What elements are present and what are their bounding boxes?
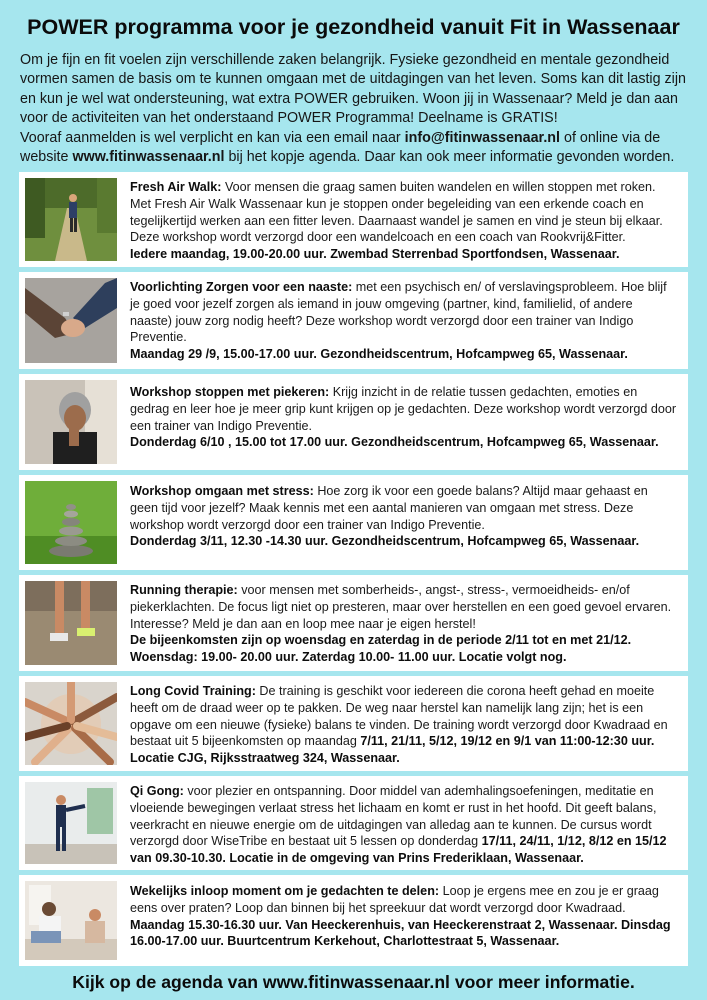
workshop-schedule: 7/11, 21/11, 5/12, 19/12 en 9/1 van 11:00-12:30 uur. Locatie CJG, Rijksstraatweg 324, Wassenaar. [130,734,655,766]
workshop-title: Qi Gong: [130,784,184,798]
stacked-stones-photo [25,481,117,564]
workshop-title: Long Covid Training: [130,684,256,698]
workshop-description: Long Covid Training: De training is geschikt voor iedereen die corona heeft gehad en moeite heeft om de draad weer op te pakken. De weg naar herstel kan namelijk lang zijn; het is een opgave om een nieuwe (fysieke) balans te vinden. De training wordt verzorgd door Kwadraad en bestaat uit 5 bijeenkomsten op maandag 7/11, 21/11, 5/12, 19/12 en 9/1 van 11:00-12:30 uur. Locatie CJG, Rijksstraatweg 324, Wassenaar. [130,684,668,766]
workshop-schedule: De bijeenkomsten zijn op woensdag en zaterdag in de periode 2/11 tot en met 21/12. Woensdag: 19.00- 20.00 uur. Zaterdag 10.00- 11.00 uur. Locatie volgt nog. [130,633,632,665]
footer-cta: Kijk op de agenda van www.fitinwassenaar.nl voor meer informatie. [72,972,635,992]
workshop-description: Voorlichting Zorgen voor een naaste: met een psychisch en/ of verslavingsprobleem. Hoe blijf je goed voor jezelf zorgen als iemand in jouw omgeving (partner, kind, familielid, of andere naaste) jouw zorg nodig heeft? Deze workshop wordt verzorgd door een trainer van Indigo Preventie. Maandag 29 /9, 15.00-17.00 uur. Gezondheidscentrum, Hofcampweg 65, Wassenaar. [130,280,667,362]
workshop-card-inloop [19,875,688,966]
workshop-title: Voorlichting Zorgen voor een naaste: [130,280,353,294]
workshop-schedule: Maandag 29 /9, 15.00-17.00 uur. Gezondheidscentrum, Hofcampweg 65, Wassenaar. [130,347,628,362]
thinking-woman-photo [25,380,117,464]
holding-hands-photo [25,278,117,363]
workshop-card-fresh-air-walk [19,172,688,267]
workshop-title: Running therapie: [130,583,238,597]
workshop-card-long-covid [19,676,688,771]
workshop-card-stress [19,475,688,570]
running-legs-photo [25,581,117,665]
workshop-description: Qi Gong: voor plezier en ontspanning. Door middel van ademhalingsoefeningen, meditatie en vloeiende bewegingen verlaat stress het lichaam en komt er rust in het hoofd. Dit geeft balans, veerkracht en nieuwe energie om de uitdagingen van alledag aan te kunnen. De cursus wordt verzorgd door WiseTribe en bestaat uit 5 lessen op donderdag 17/11, 24/11, 1/12, 8/12 en 15/12 van 09.30-10.30. Locatie in de omgeving van Prins Frederiklaan, Wassenaar. [130,784,667,866]
workshop-schedule: Iedere maandag, 19.00-20.00 uur. Zwembad Sterrenbad Sportfondsen, Wassenaar. [130,247,620,262]
workshop-description: Wekelijks inloop moment om je gedachten te delen: Loop je ergens mee en zou je er graag eens over praten? Loop dan binnen bij het spreekuur dat wordt verzorgd door Kwadraad. Maandag 15.30-16.30 uur. Van Heeckerenhuis, van Heeckerenstraat 2, Wassenaar. Dinsdag 16.00-17.00 uur. Buurtcentrum Kerkehout, Charlottestraat 5, Wassenaar. [130,884,671,949]
workshop-card-piekeren [19,374,688,470]
joined-hands-photo [25,682,117,765]
email-link[interactable]: info@fitinwassenaar.nl [404,129,561,146]
intro-paragraph-1: Om je fijn en fit voelen zijn verschillende zaken belangrijk. Fysieke gezondheid en mentale gezondheid vormen samen de basis om te kunnen omgaan met de uitdagingen van het leven. Soms kan dit lastig zijn en kun je wel wat ondersteuning, wat extra POWER gebruiken. Woon jij in Wassenaar? Meld je dan aan voor de activiteiten van het onderstaand POWER Programma! Deelname is GRATIS! [20,52,686,127]
website-link[interactable]: www.fitinwassenaar.nl [72,149,225,166]
workshop-title: Workshop omgaan met stress: [130,484,314,498]
workshop-description: Fresh Air Walk: Voor mensen die graag samen buiten wandelen en willen stoppen met roken. Met Fresh Air Walk Wassenaar kun je stoppen onder begeleiding van een erkende coach en tegelijkertijd werken aan een fitter leven. Daarnaast wandel je samen en vind je steun bij elkaar. Deze workshop wordt verzorgd door een wandelcoach en een coach van Rookvrij&Fitter. Iedere maandag, 19.00-20.00 uur. Zwembad Sterrenbad Sportfondsen, Wassenaar. [130,180,663,262]
workshop-card-zorgen-naaste [19,272,688,369]
conversation-photo [25,881,117,960]
workshop-title: Wekelijks inloop moment om je gedachten te delen: [130,884,440,898]
walking-photo [25,178,117,261]
workshop-schedule: Maandag 15.30-16.30 uur. Van Heeckerenhuis, van Heeckerenstraat 2, Wassenaar. Dinsdag 16.00-17.00 uur. Buurtcentrum Kerkehout, Charlottestraat 5, Wassenaar. [130,917,671,949]
workshop-schedule: Donderdag 6/10 , 15.00 tot 17.00 uur. Gezondheidscentrum, Hofcampweg 65, Wassenaar. [130,435,659,450]
workshop-schedule: Donderdag 3/11, 12.30 -14.30 uur. Gezondheidscentrum, Hofcampweg 65, Wassenaar. [130,534,640,549]
workshop-title: Fresh Air Walk: [130,180,222,194]
workshop-card-running [19,575,688,671]
workshop-title: Workshop stoppen met piekeren: [130,385,330,399]
workshop-description: Workshop stoppen met piekeren: Krijg inzicht in de relatie tussen gedachten, emoties en gedrag en leer hoe je meer grip kunt krijgen op je gedachten. Deze workshop wordt verzorgd door een trainer van Indigo Preventie. Donderdag 6/10 , 15.00 tot 17.00 uur. Gezondheidscentrum, Hofcampweg 65, Wassenaar. [130,385,677,450]
intro-text: Om je fijn en fit voelen zijn verschillende zaken belangrijk. Fysieke gezondheid en mentale gezondheid vormen samen de basis om te kunnen omgaan met de uitdagingen van het leven. Soms kan dit lastig zijn en kun je wel wat ondersteuning, wat extra POWER gebruiken. Woon jij in Wassenaar? Meld je dan aan voor de activiteiten van het onderstaand POWER Programma! Deelname is GRATIS! Vooraf aanmelden is wel verplicht en kan via een email naar info@fitinwassenaar.nl of online via de website www.fitinwassenaar.nl bij het kopje agenda. Daar kan ook meer informatie gevonden worden. [20,52,686,166]
workshop-schedule: 17/11, 24/11, 1/12, 8/12 en 15/12 van 09.30-10.30. Locatie in de omgeving van Prins Frederiklaan, Wassenaar. [130,834,667,866]
workshop-description: Workshop omgaan met stress: Hoe zorg ik voor een goede balans? Altijd maar gehaast en geen tijd voor jezelf? Maak kennis met een aantal manieren van omgaan met stress. Deze workshop wordt verzorgd door een trainer van Indigo Preventie. Donderdag 3/11, 12.30 -14.30 uur. Gezondheidscentrum, Hofcampweg 65, Wassenaar. [130,484,648,549]
workshop-description: Running therapie: voor mensen met somberheids-, angst-, stress-, vermoeidheids- en/of piekerklachten. De focus ligt niet op presteren, maar over herstellen en een goed gevoel ervaren. Interesse? Meld je dan aan en loop mee naar je eigen herstel! De bijeenkomsten zijn op woensdag en zaterdag in de periode 2/11 tot en met 21/12. Woensdag: 19.00- 20.00 uur. Zaterdag 10.00- 11.00 uur. Locatie volgt nog. [130,583,672,665]
workshop-card-qi-gong [19,776,688,870]
qi-gong-photo [25,782,117,864]
page-title: POWER programma voor je gezondheid vanuit Fit in Wassenaar [27,15,680,39]
